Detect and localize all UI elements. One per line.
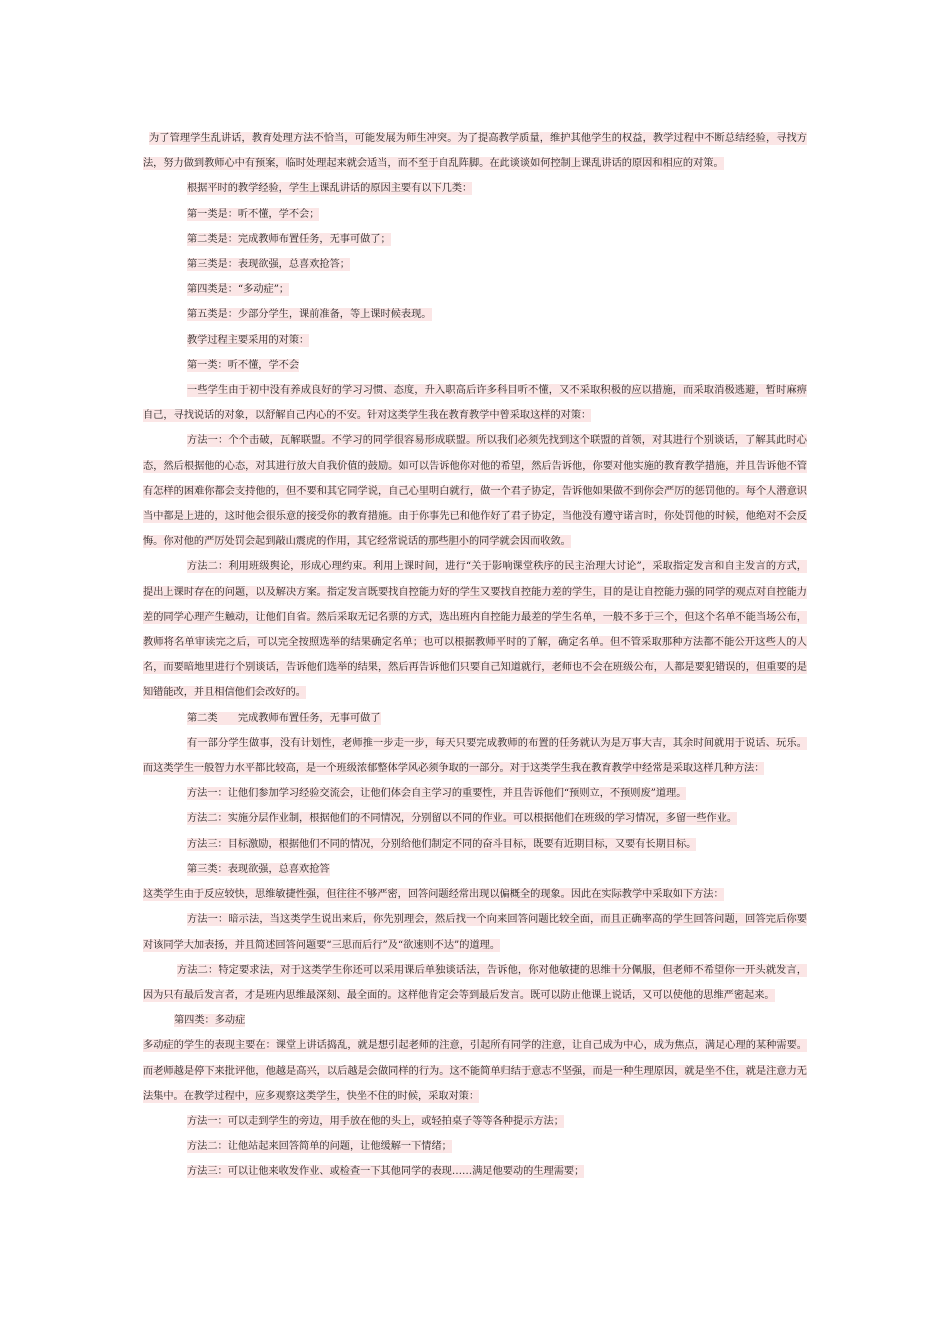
section-3-method-1: 方法一：暗示法，当这类学生说出来后，你先别理会，然后找一个向来回答问题比较全面，而且正确率高的学生回答问题，回答完后你要对该同学大加表扬，并且简述回答问题要“三思而后行”及“欲速则不达”的道理。 <box>143 914 807 951</box>
section-2-method-1: 方法一：让他们参加学习经验交流会，让他们体会自主学习的重要性，并且告诉他们“预则立，不预则废”道理。 <box>187 788 687 800</box>
section-4-intro: 多动症的学生的表现主要在：课堂上讲话捣乱，就是想引起老师的注意，引起所有同学的注意，让自己成为中心，成为焦点，满足心理的某种需要。而老师越是停下来批评他，他越是高兴，以后越是会做同样的行为。这不能简单归结于意志不坚强，而是一种生理原因，就是坐不住，就是注意力无法集中。在教学过程中，应多观察这类学生，快坐不住的时候，采取对策： <box>143 1040 807 1102</box>
cause-item-2: 第二类是：完成教师布置任务，无事可做了； <box>187 233 391 245</box>
document-body <box>143 126 807 1185</box>
section-2-intro: 有一部分学生做事，没有计划性，老师推一步走一步，每天只要完成教师的布置的任务就认为是万事大吉，其余时间就用于说话、玩乐。而这类学生一般智力水平都比较高，是一个班级浓郁整体学风必须争取的一部分。对于这类学生我在教育教学中经常是采取这样几种方法： <box>143 737 807 775</box>
intro-paragraph: 为了管理学生乱讲话，教育处理方法不恰当，可能发展为师生冲突。为了提高教学质量，维护其他学生的权益，教学过程中不断总结经验，寻找方法，努力做到教师心中有预案，临时处理起来就会适当，而不至于自乱阵脚。在此谈谈如何控制上课乱讲话的原因和相应的对策。 <box>143 133 807 170</box>
section-4-method-1: 方法一：可以走到学生的旁边，用手放在他的头上，或轻拍桌子等等各种提示方法； <box>187 1115 564 1127</box>
section-1-intro: 一些学生由于初中没有养成良好的学习习惯、态度，升入职高后许多科目听不懂，又不采取积极的应以措施，而采取消极逃避，暂时麻痹自己，寻找说话的对象，以舒解自己内心的不安。针对这类学生我在教育教学中曾采取这样的对策： <box>143 385 807 422</box>
section-3-intro: 这类学生由于反应较快，思维敏捷性强，但往往不够严密，回答问题经常出现以偏概全的现象。因此在实际教学中采取如下方法： <box>143 889 724 901</box>
section-2-heading: 第二类 完成教师布置任务，无事可做了 <box>187 712 381 724</box>
section-3-method-2: 方法二：特定要求法，对于这类学生你还可以采用课后单独谈话法，告诉他，你对他敏捷的思维十分佩服，但老师不希望你一开头就发言，因为只有最后发言者，才是班内思维最深刻、最全面的。这样他肯定会等到最后发言。既可以防止他课上说话，又可以使他的思维严密起来。 <box>143 964 807 1001</box>
section-1-method-1: 方法一：个个击破，瓦解联盟。不学习的同学很容易形成联盟。所以我们必须先找到这个联盟的首领，对其进行个别谈话，了解其此时心态，然后根据他的心态，对其进行放大自我价值的鼓励。如可以告诉他你对他的希望，然后告诉他，你要对他实施的教育教学措施，并且告诉他不管有怎样的困难你都会支持他的，但不要和其它同学说，自己心里明白就行，做一个君子协定，告诉他如果做不到你会严厉的惩罚他的。每个人潜意识当中都是上进的，这时他会很乐意的接受你的教育措施。由于你事先已和他作好了君子协定，当他没有遵守诺言时，你处罚他的时候，他绝对不会反悔。你对他的严厉处罚会起到敲山震虎的作用，其它经常说话的那些胆小的同学就会因而收敛。 <box>143 435 807 548</box>
section-4-heading: 第四类：多动症 <box>174 1015 246 1027</box>
section-4-method-3: 方法三：可以让他来收发作业、或检查一下其他同学的表现……满足他要动的生理需要； <box>187 1166 585 1178</box>
strategies-heading: 教学过程主要采用的对策： <box>187 334 310 346</box>
section-4-method-2: 方法二：让他站起来回答简单的问题，让他缓解一下情绪； <box>187 1141 452 1153</box>
section-1-heading: 第一类：听不懂，学不会 <box>187 359 300 371</box>
cause-item-4: 第四类是：“多动症”； <box>187 284 290 296</box>
section-2-method-3: 方法三：目标激励，根据他们不同的情况，分别给他们制定不同的奋斗目标，既要有近期目标，又要有长期目标。 <box>187 838 697 850</box>
section-3-heading: 第三类：表现欲强，总喜欢抢答 <box>187 863 330 875</box>
cause-item-5: 第五类是：少部分学生，课前准备，等上课时候表现。 <box>187 309 432 321</box>
section-1-method-2: 方法二：利用班级舆论，形成心理约束。利用上课时间，进行“关于影响课堂秩序的民主治理大讨论”，采取指定发言和自主发言的方式，提出上课时存在的问题，以及解决方案。指定发言既要找自控能力好的学生又要找自控能力差的学生，目的是让自控能力强的同学的观点对自控能力差的同学心理产生触动，让他们自省。然后采取无记名票的方式，选出班内自控能力最差的学生名单，一般不多于三个，但这个名单不能当场公布，教师将名单审读完之后，可以完全按照选举的结果确定名单；也可以根据教师平时的了解，确定名单。但不管采取那种方法都不能公开这些人的人名，而要暗地里进行个别谈话，告诉他们选举的结果，然后再告诉他们只要自己知道就行，老师也不会在班级公布，人都是要犯错误的，但重要的是知错能改，并且相信他们会改好的。 <box>143 561 807 699</box>
cause-item-1: 第一类是：听不懂，学不会； <box>187 208 320 220</box>
cause-item-3: 第三类是：表现欲强，总喜欢抢答； <box>187 259 350 271</box>
causes-heading: 根据平时的教学经验，学生上课乱讲话的原因主要有以下几类： <box>187 183 473 195</box>
section-2-method-2: 方法二：实施分层作业制，根据他们的不同情况，分别留以不同的作业。可以根据他们在班级的学习情况，多留一些作业。 <box>187 813 738 825</box>
